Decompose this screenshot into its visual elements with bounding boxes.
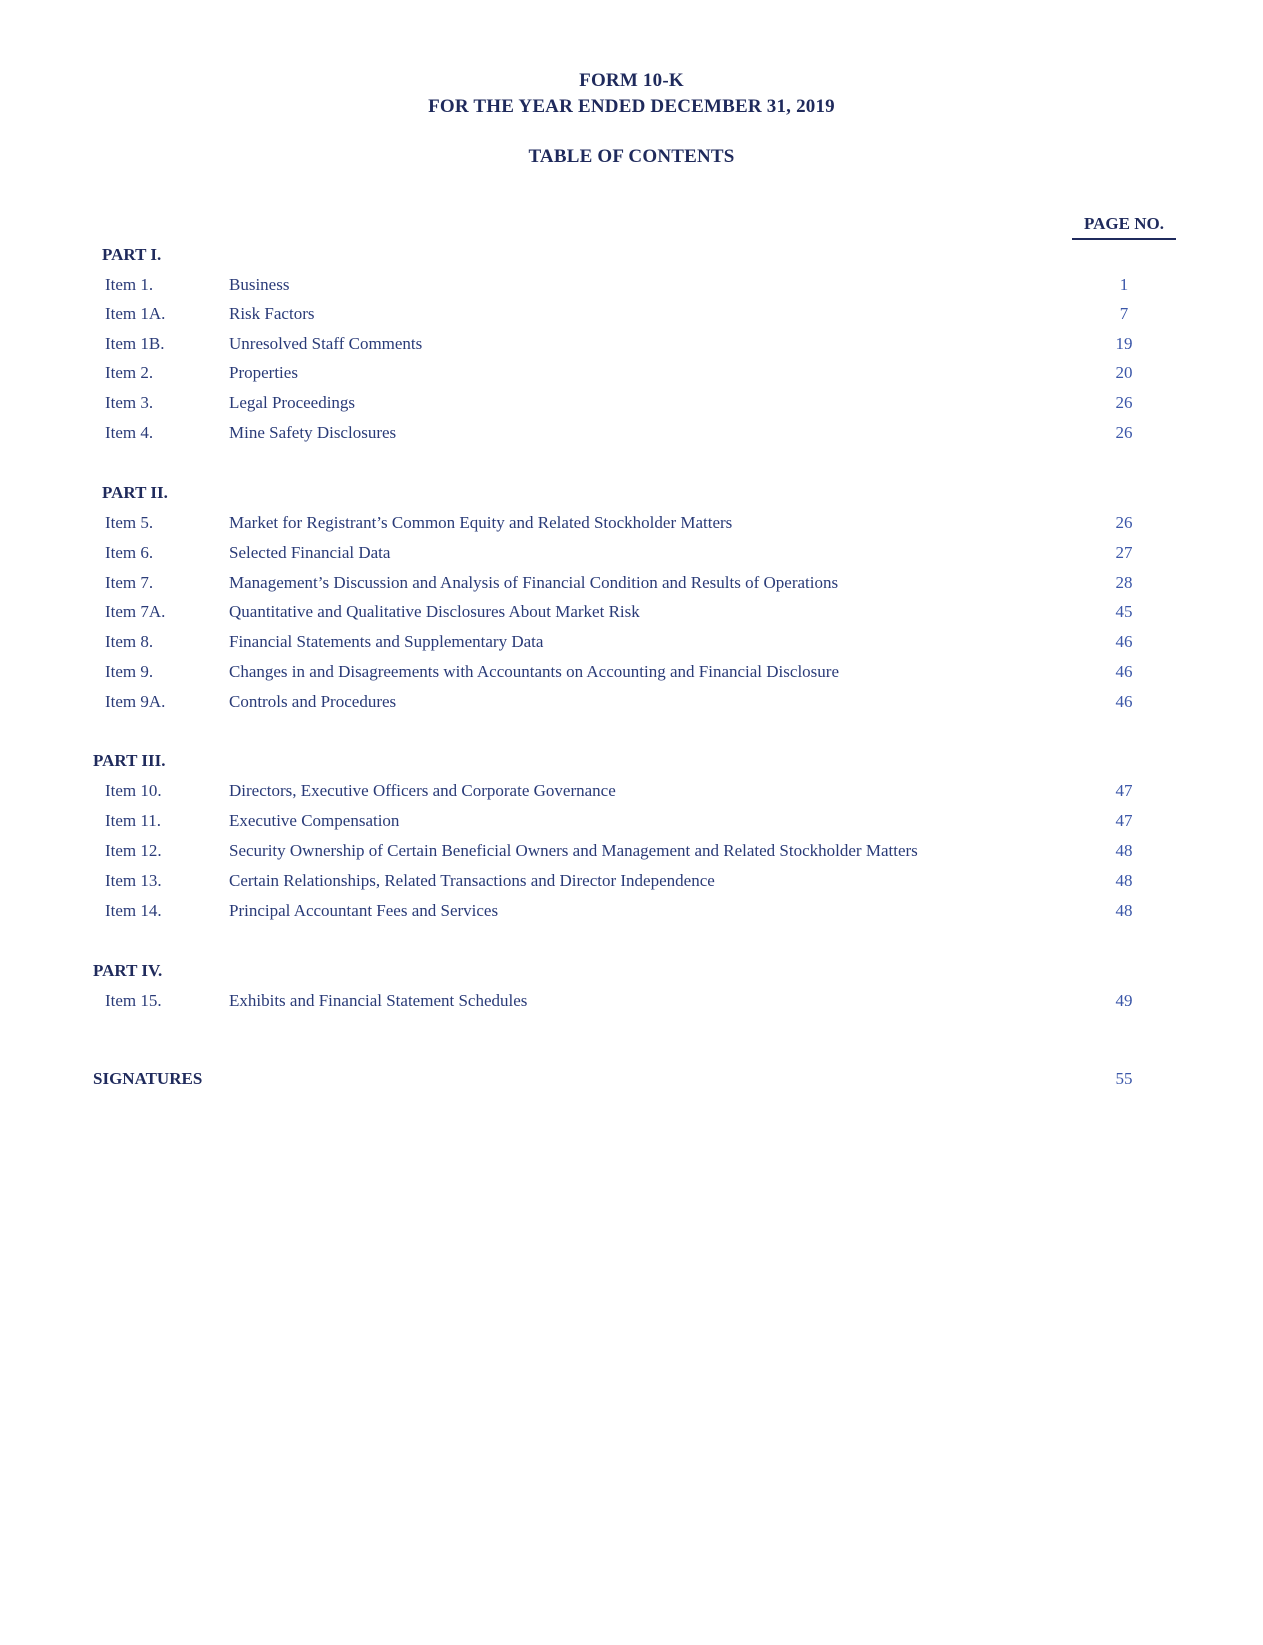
toc-row[interactable] xyxy=(0,393,1263,417)
item-title-link[interactable]: Changes in and Disagreements with Accountants on Accounting and Financial Disclosure xyxy=(229,662,839,681)
item-title-link[interactable]: Directors, Executive Officers and Corporate Governance xyxy=(229,781,616,800)
item-page-number[interactable]: 48 xyxy=(1115,901,1133,920)
item-title-link[interactable]: Management’s Discussion and Analysis of Financial Condition and Results of Operations xyxy=(229,573,839,592)
part-heading: PART IV. xyxy=(93,961,163,980)
toc-row[interactable] xyxy=(0,632,1263,656)
item-page-number[interactable]: 27 xyxy=(1115,543,1133,562)
item-page-number[interactable]: 46 xyxy=(1115,692,1133,711)
toc-title: TABLE OF CONTENTS xyxy=(528,146,735,167)
item-title-link[interactable]: Market for Registrant’s Common Equity and Related Stockholder Matters xyxy=(229,513,733,532)
toc-row[interactable] xyxy=(0,781,1263,805)
item-title-link[interactable]: Controls and Procedures xyxy=(229,692,397,711)
item-title-link[interactable]: Risk Factors xyxy=(229,304,315,323)
item-number: Item 14. xyxy=(105,901,162,920)
item-page-number[interactable]: 26 xyxy=(1115,423,1133,442)
form-title: FORM 10-K xyxy=(579,70,684,91)
item-page-number[interactable]: 7 xyxy=(1119,304,1129,323)
item-number: Item 1A. xyxy=(105,304,166,323)
item-number: Item 7A. xyxy=(105,602,166,621)
toc-row[interactable] xyxy=(0,334,1263,358)
toc-row[interactable] xyxy=(0,363,1263,387)
toc-row[interactable] xyxy=(0,662,1263,686)
toc-row[interactable] xyxy=(0,841,1263,865)
toc-row[interactable] xyxy=(0,811,1263,835)
item-page-number[interactable]: 46 xyxy=(1115,632,1133,651)
item-page-number[interactable]: 28 xyxy=(1115,573,1133,592)
item-page-number[interactable]: 20 xyxy=(1115,363,1133,382)
item-page-number[interactable]: 47 xyxy=(1115,811,1133,830)
item-number: Item 8. xyxy=(105,632,154,651)
item-title-link[interactable]: Security Ownership of Certain Beneficial Owners and Management and Related Stockholder Matters xyxy=(229,841,918,860)
item-page-number[interactable]: 48 xyxy=(1115,871,1133,890)
item-title-link[interactable]: Selected Financial Data xyxy=(229,543,391,562)
part-heading: PART II. xyxy=(102,483,168,502)
toc-row[interactable] xyxy=(0,901,1263,925)
part-heading: PART III. xyxy=(93,751,166,770)
item-page-number[interactable]: 46 xyxy=(1115,662,1133,681)
toc-row[interactable] xyxy=(0,602,1263,626)
item-number: Item 4. xyxy=(105,423,154,442)
item-title-link[interactable]: Financial Statements and Supplementary Data xyxy=(229,632,544,651)
item-title-link[interactable]: Properties xyxy=(229,363,298,382)
item-title-link[interactable]: Quantitative and Qualitative Disclosures About Market Risk xyxy=(229,602,640,621)
part-heading: PART I. xyxy=(102,245,162,264)
item-number: Item 7. xyxy=(105,573,154,592)
signatures-link[interactable]: SIGNATURES xyxy=(93,1069,203,1088)
fiscal-year-line: FOR THE YEAR ENDED DECEMBER 31, 2019 xyxy=(428,96,835,117)
toc-row[interactable] xyxy=(0,573,1263,597)
item-title-link[interactable]: Exhibits and Financial Statement Schedules xyxy=(229,991,528,1010)
item-title-link[interactable]: Certain Relationships, Related Transactions and Director Independence xyxy=(229,871,715,890)
item-title-link[interactable]: Unresolved Staff Comments xyxy=(229,334,423,353)
signatures-page-number[interactable]: 55 xyxy=(1115,1069,1133,1088)
toc-row[interactable] xyxy=(0,423,1263,447)
item-number: Item 12. xyxy=(105,841,162,860)
item-number: Item 9. xyxy=(105,662,154,681)
item-number: Item 1. xyxy=(105,275,154,294)
item-number: Item 15. xyxy=(105,991,162,1010)
item-number: Item 9A. xyxy=(105,692,166,711)
item-title-link[interactable]: Principal Accountant Fees and Services xyxy=(229,901,499,920)
toc-row[interactable] xyxy=(0,991,1263,1015)
item-number: Item 1B. xyxy=(105,334,165,353)
item-page-number[interactable]: 47 xyxy=(1115,781,1133,800)
item-page-number[interactable]: 48 xyxy=(1115,841,1133,860)
item-title-link[interactable]: Mine Safety Disclosures xyxy=(229,423,397,442)
item-title-link[interactable]: Legal Proceedings xyxy=(229,393,356,412)
toc-row[interactable] xyxy=(0,513,1263,537)
toc-row[interactable] xyxy=(0,304,1263,328)
toc-row[interactable] xyxy=(0,871,1263,895)
item-number: Item 3. xyxy=(105,393,154,412)
item-page-number[interactable]: 49 xyxy=(1115,991,1133,1010)
toc-row[interactable] xyxy=(0,275,1263,299)
item-number: Item 10. xyxy=(105,781,162,800)
item-page-number[interactable]: 45 xyxy=(1115,602,1133,621)
item-number: Item 11. xyxy=(105,811,162,830)
item-title-link[interactable]: Executive Compensation xyxy=(229,811,400,830)
toc-row[interactable] xyxy=(0,692,1263,716)
item-page-number[interactable]: 19 xyxy=(1115,334,1133,353)
item-number: Item 2. xyxy=(105,363,154,382)
page-no-header: PAGE NO. xyxy=(1072,214,1176,240)
item-number: Item 13. xyxy=(105,871,162,890)
item-page-number[interactable]: 1 xyxy=(1119,275,1129,294)
item-page-number[interactable]: 26 xyxy=(1115,393,1133,412)
item-number: Item 5. xyxy=(105,513,154,532)
item-page-number[interactable]: 26 xyxy=(1115,513,1133,532)
item-title-link[interactable]: Business xyxy=(229,275,290,294)
item-number: Item 6. xyxy=(105,543,154,562)
toc-row[interactable] xyxy=(0,543,1263,567)
